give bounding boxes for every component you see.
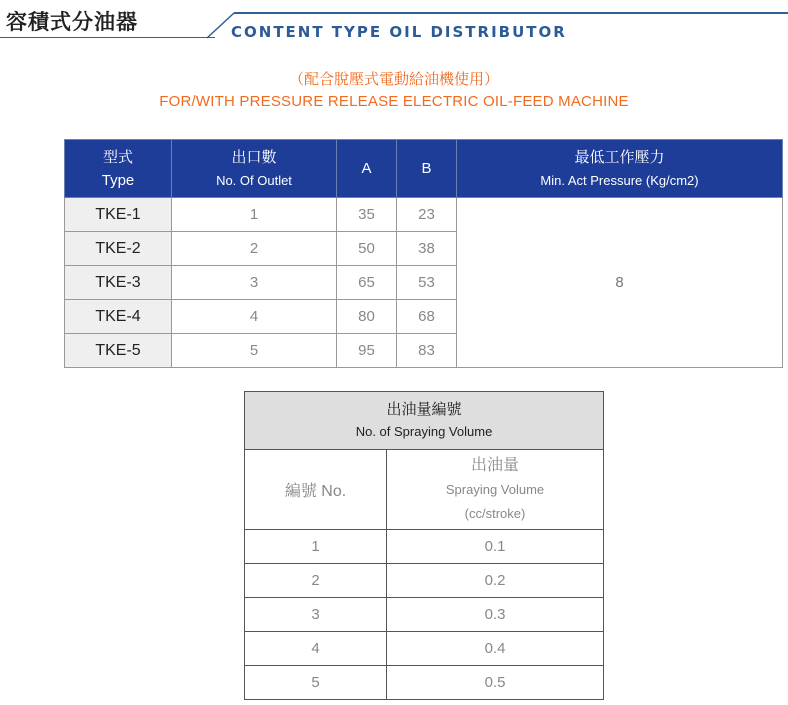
usage-note-cn: （配合脫壓式電動給油機使用）	[288, 70, 499, 88]
col-volume-cn: 出油量	[471, 456, 520, 474]
b-cell: 38	[397, 232, 457, 266]
type-cell: TKE-3	[65, 266, 172, 300]
pressure-cell: 8	[457, 198, 783, 368]
number-cell: 3	[245, 598, 387, 632]
table-row	[245, 598, 604, 632]
volume-title-cn: 出油量編號	[386, 400, 462, 418]
volume-cell: 0.2	[387, 564, 604, 598]
header-top-rule	[234, 12, 788, 14]
header-outlets-cn: 出口數	[231, 148, 277, 166]
volume-cell: 0.5	[387, 666, 604, 700]
header-underline	[0, 37, 215, 38]
header-pressure-en: Min. Act Pressure (Kg/cm2)	[540, 172, 699, 188]
a-cell: 80	[337, 300, 397, 334]
volume-cell: 0.1	[387, 530, 604, 564]
page-title-cn: 容積式分油器	[6, 10, 138, 34]
volume-table	[244, 391, 604, 700]
outlets-cell: 1	[172, 198, 337, 232]
outlets-cell: 4	[172, 300, 337, 334]
volume-table-title-row	[245, 392, 604, 450]
table-row	[245, 564, 604, 598]
number-cell: 2	[245, 564, 387, 598]
type-cell: TKE-1	[65, 198, 172, 232]
a-cell: 35	[337, 198, 397, 232]
table-row	[65, 198, 783, 232]
volume-title-en: No. of Spraying Volume	[355, 423, 493, 439]
number-cell: 1	[245, 530, 387, 564]
header-outlets	[172, 140, 337, 198]
col-volume-header	[387, 450, 604, 530]
page-title-en: CONTENT TYPE OIL DISTRIBUTOR	[231, 23, 567, 41]
type-cell: TKE-5	[65, 334, 172, 368]
col-number-label: 編號 No.	[284, 483, 347, 500]
page-header	[0, 0, 788, 44]
table-row	[245, 666, 604, 700]
header-pressure	[457, 140, 783, 198]
volume-cell: 0.4	[387, 632, 604, 666]
type-cell: TKE-2	[65, 232, 172, 266]
header-pressure-cn: 最低工作壓力	[574, 148, 665, 166]
table-row	[245, 632, 604, 666]
header-a: A	[337, 140, 397, 198]
a-cell: 65	[337, 266, 397, 300]
outlets-cell: 2	[172, 232, 337, 266]
spec-table	[64, 139, 783, 368]
col-number-header	[245, 450, 387, 530]
header-type-en: Type	[101, 171, 135, 189]
b-cell: 68	[397, 300, 457, 334]
col-volume-en: Spraying Volume	[445, 481, 545, 497]
outlets-cell: 5	[172, 334, 337, 368]
b-cell: 53	[397, 266, 457, 300]
b-cell: 23	[397, 198, 457, 232]
header-type	[65, 140, 172, 198]
b-cell: 83	[397, 334, 457, 368]
outlets-cell: 3	[172, 266, 337, 300]
header-b: B	[397, 140, 457, 198]
volume-table-header-row	[245, 450, 604, 530]
usage-note-en: FOR/WITH PRESSURE RELEASE ELECTRIC OIL-FEED MACHINE	[159, 93, 629, 110]
number-cell: 4	[245, 632, 387, 666]
col-volume-unit: (cc/stroke)	[464, 505, 526, 521]
type-cell: TKE-4	[65, 300, 172, 334]
a-cell: 50	[337, 232, 397, 266]
volume-table-title	[245, 392, 604, 450]
spec-table-header-row	[65, 140, 783, 198]
a-cell: 95	[337, 334, 397, 368]
table-row	[245, 530, 604, 564]
number-cell: 5	[245, 666, 387, 700]
volume-cell: 0.3	[387, 598, 604, 632]
header-type-cn: 型式	[102, 148, 133, 166]
header-outlets-en: No. Of Outlet	[216, 172, 292, 188]
